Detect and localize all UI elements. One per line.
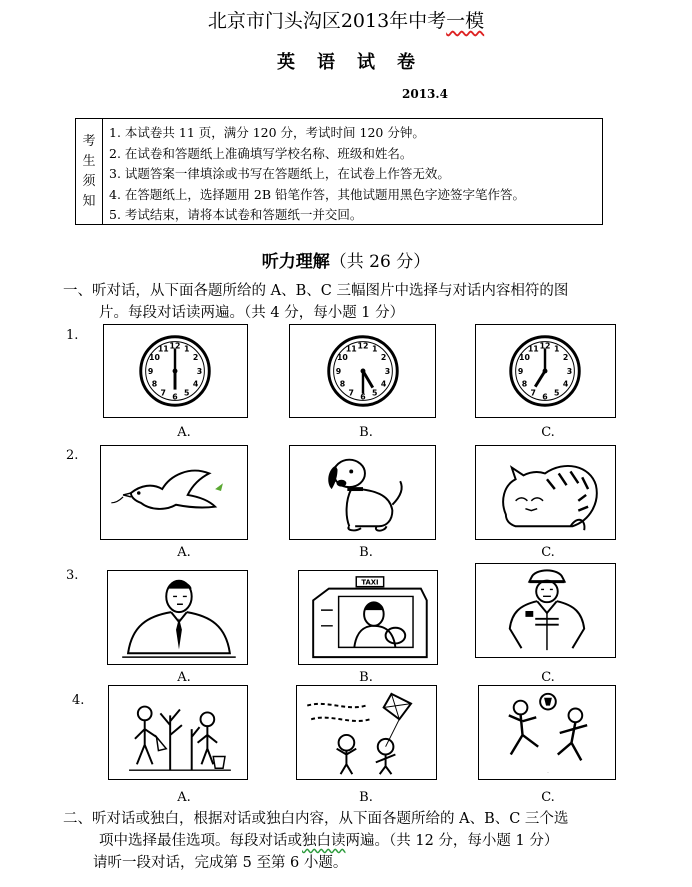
bird-icon bbox=[101, 446, 247, 539]
cat-icon bbox=[476, 446, 615, 539]
svg-text:7: 7 bbox=[530, 388, 536, 398]
question-2-option-a-picture[interactable] bbox=[100, 445, 248, 540]
playing-football-icon bbox=[479, 686, 615, 779]
svg-text:6: 6 bbox=[542, 392, 548, 402]
question-1-option-b-picture[interactable] bbox=[289, 324, 436, 418]
option-label: A. bbox=[177, 670, 191, 685]
notice-item: 5. 考试结束，请将本试卷和答题纸一并交回。 bbox=[109, 207, 363, 222]
notice-box bbox=[75, 118, 603, 225]
svg-text:7: 7 bbox=[348, 388, 354, 398]
part2-line2 bbox=[63, 830, 673, 852]
question-3-option-c-picture[interactable] bbox=[475, 563, 616, 658]
svg-text:10: 10 bbox=[149, 353, 160, 363]
option-label: C. bbox=[541, 670, 555, 685]
svg-text:3: 3 bbox=[384, 366, 391, 376]
svg-text:9: 9 bbox=[147, 366, 154, 376]
svg-text:8: 8 bbox=[151, 379, 158, 389]
section-score: （共 26 分） bbox=[329, 252, 431, 272]
svg-text:4: 4 bbox=[562, 379, 569, 389]
section-title bbox=[0, 247, 692, 272]
part2-instructions bbox=[63, 808, 673, 874]
svg-text:12: 12 bbox=[539, 341, 551, 351]
part2-line3: 请听一段对话，完成第 5 至第 6 小题。 bbox=[93, 855, 348, 871]
clock-six-thirty-icon bbox=[290, 325, 435, 417]
dog-icon bbox=[290, 446, 435, 539]
svg-text:9: 9 bbox=[335, 366, 342, 376]
part1-instructions bbox=[63, 280, 663, 324]
question-number: 3. bbox=[66, 568, 79, 583]
question-number: 1. bbox=[66, 328, 79, 343]
document-title bbox=[0, 6, 692, 33]
part2-line1: 二、听对话或独白，根据对话或独白内容，从下面各题所给的 A、B、C 三个选 bbox=[63, 811, 569, 827]
svg-text:5: 5 bbox=[372, 388, 378, 398]
option-label: B. bbox=[359, 790, 373, 805]
svg-text:2: 2 bbox=[192, 353, 199, 363]
clock-six-icon bbox=[104, 325, 247, 417]
svg-text:1: 1 bbox=[184, 344, 190, 354]
notice-item: 1. 本试卷共 11 页，满分 120 分，考试时间 120 分钟。 bbox=[109, 125, 425, 140]
notice-label-char: 须 bbox=[82, 173, 96, 189]
part2-line2-b: 独白读 bbox=[302, 833, 346, 849]
svg-text:4: 4 bbox=[192, 379, 199, 389]
svg-text:11: 11 bbox=[527, 344, 539, 354]
document-date: 2013.4 bbox=[402, 87, 448, 101]
businessman-icon bbox=[108, 571, 247, 664]
svg-text:10: 10 bbox=[336, 353, 348, 363]
option-label: B. bbox=[359, 425, 373, 440]
svg-text:8: 8 bbox=[339, 379, 346, 389]
planting-trees-icon bbox=[109, 686, 247, 779]
police-officer-icon bbox=[476, 564, 615, 657]
svg-text:3: 3 bbox=[566, 366, 573, 376]
taxi-driver-icon bbox=[299, 571, 437, 664]
question-1-option-c-picture[interactable] bbox=[475, 324, 616, 418]
notice-label bbox=[76, 119, 103, 224]
question-4-option-a-picture[interactable] bbox=[108, 685, 248, 780]
clock-seven-icon bbox=[476, 325, 615, 417]
svg-text:2: 2 bbox=[380, 353, 387, 363]
part1-line1: 一、听对话，从下面各题所给的 A、B、C 三幅图片中选择与对话内容相符的图 bbox=[63, 283, 569, 299]
svg-text:1: 1 bbox=[554, 344, 560, 354]
option-label: B. bbox=[359, 545, 373, 560]
section-title-text: 听力理解 bbox=[261, 252, 330, 272]
notice-item: 2. 在试卷和答题纸上准确填写学校名称、班级和姓名。 bbox=[109, 145, 413, 161]
question-number: 4. bbox=[72, 693, 85, 708]
question-1-option-a-picture[interactable] bbox=[103, 324, 248, 418]
flying-kite-icon bbox=[297, 686, 436, 779]
notice-items bbox=[103, 119, 602, 224]
svg-text:2: 2 bbox=[562, 353, 569, 363]
question-2-option-c-picture[interactable] bbox=[475, 445, 616, 540]
notice-item: 4. 在答题纸上，选择题用 2B 铅笔作答，其他试题用黑色字迹签字笔作答。 bbox=[109, 186, 525, 202]
svg-text:5: 5 bbox=[554, 388, 560, 398]
svg-text:6: 6 bbox=[360, 392, 366, 402]
svg-text:9: 9 bbox=[517, 366, 524, 376]
question-3-option-b-picture[interactable] bbox=[298, 570, 438, 665]
question-3-option-a-picture[interactable] bbox=[107, 570, 248, 665]
svg-text:11: 11 bbox=[157, 344, 169, 354]
part2-line2-c: 两遍。（共 12 分，每小题 1 分） bbox=[345, 833, 559, 849]
document-subtitle: 英语试卷 bbox=[277, 52, 437, 73]
svg-text:3: 3 bbox=[196, 366, 203, 376]
title-main: 北京市门头沟区2013年中考 bbox=[207, 10, 447, 32]
notice-label-char: 考 bbox=[82, 133, 96, 149]
option-label: C. bbox=[541, 790, 555, 805]
part1-line2: 片。每段对话读两遍。（共 4 分，每小题 1 分） bbox=[99, 305, 405, 321]
svg-text:8: 8 bbox=[521, 379, 528, 389]
svg-text:10: 10 bbox=[519, 353, 530, 363]
notice-label-char: 知 bbox=[82, 193, 96, 209]
svg-text:6: 6 bbox=[172, 392, 178, 402]
svg-text:4: 4 bbox=[380, 379, 387, 389]
option-label: A. bbox=[177, 790, 191, 805]
option-label: B. bbox=[359, 670, 373, 685]
option-label: C. bbox=[541, 545, 555, 560]
svg-text:7: 7 bbox=[160, 388, 166, 398]
option-label: A. bbox=[177, 425, 191, 440]
svg-text:1: 1 bbox=[372, 344, 378, 354]
option-label: A. bbox=[177, 545, 191, 560]
title-tail: 一模 bbox=[446, 10, 485, 32]
question-2-option-b-picture[interactable] bbox=[289, 445, 436, 540]
question-number: 2. bbox=[66, 448, 79, 463]
notice-label-char: 生 bbox=[82, 153, 96, 169]
svg-text:11: 11 bbox=[345, 344, 357, 354]
notice-item: 3. 试题答案一律填涂或书写在答题纸上，在试卷上作答无效。 bbox=[109, 166, 450, 181]
svg-text:5: 5 bbox=[184, 388, 190, 398]
question-4-option-c-picture[interactable] bbox=[478, 685, 616, 780]
part2-line2-a: 项中选择最佳选项。每段对话或 bbox=[99, 833, 302, 849]
svg-text:TAXI: TAXI bbox=[361, 578, 379, 587]
svg-text:12: 12 bbox=[169, 341, 181, 351]
option-label: C. bbox=[541, 425, 555, 440]
svg-text:12: 12 bbox=[357, 341, 369, 351]
question-4-option-b-picture[interactable] bbox=[296, 685, 437, 780]
svg-text:·: · bbox=[547, 770, 549, 776]
